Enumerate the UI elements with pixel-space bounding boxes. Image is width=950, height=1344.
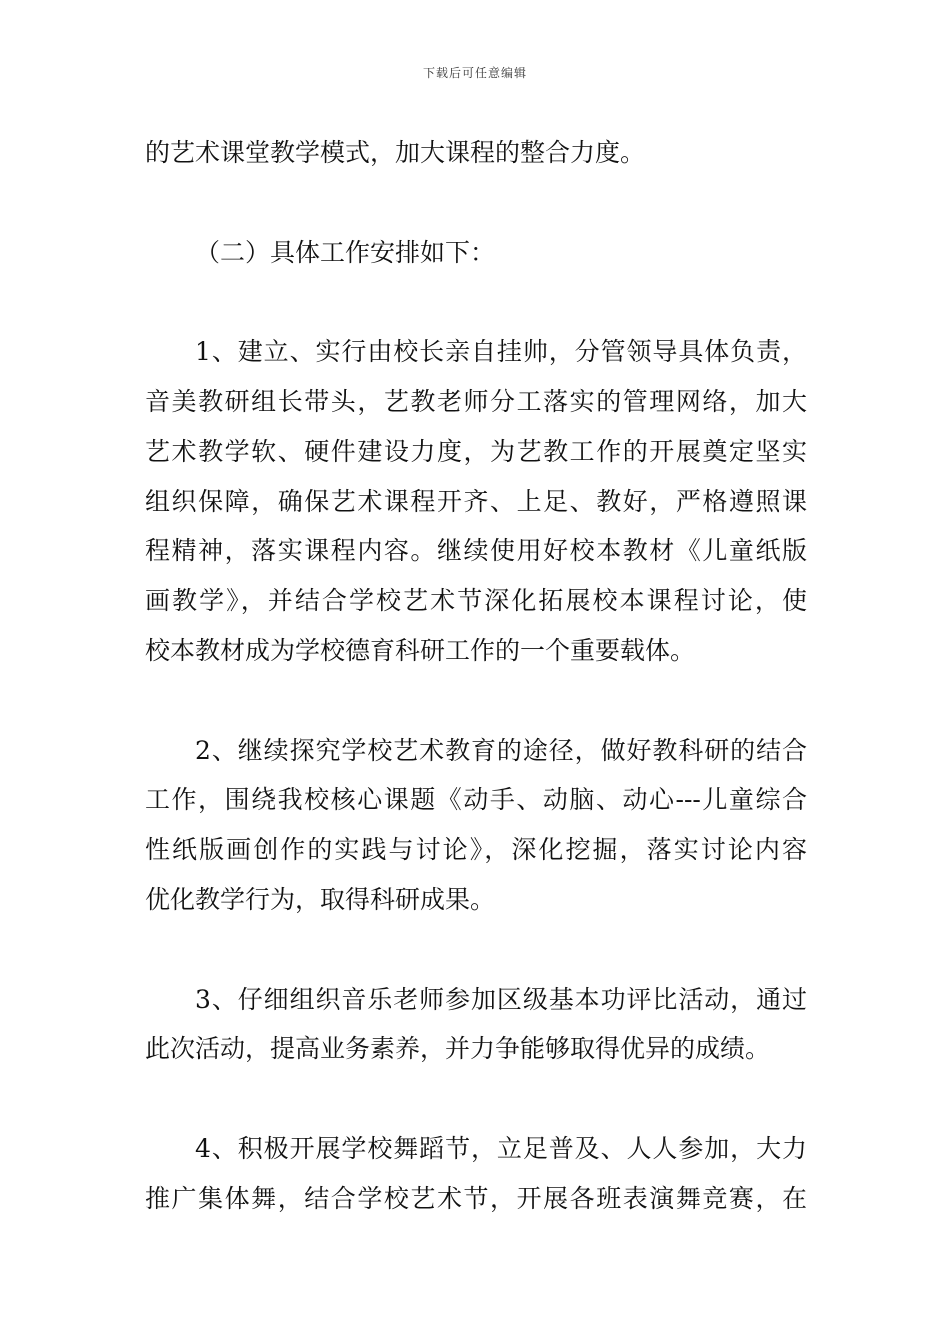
text-line: 性纸版画创作的实践与讨论》，深化挖掘，落实讨论内容: [145, 835, 807, 865]
paragraph-item-1: [145, 327, 807, 676]
text-line: 的艺术课堂教学模式，加大课程的整合力度。: [145, 138, 646, 167]
text-line: 4、积极开展学校舞蹈节，立足普及、人人参加，大力: [195, 1133, 807, 1163]
text-line: 工作，围绕我校核心课题《动手、动脑、动心---儿童综合: [145, 785, 807, 815]
paragraph-spacer: [145, 178, 807, 228]
text-line: （二）具体工作安排如下：: [195, 237, 496, 267]
paragraph-item-4: [145, 1124, 807, 1224]
document-body: [145, 128, 807, 1224]
text-line: 组织保障，确保艺术课程开齐、上足、教好，严格遵照课: [145, 486, 807, 516]
text-line: 此次活动，提高业务素养，并力争能够取得优异的成绩。: [145, 1034, 771, 1064]
text-line: 程精神，落实课程内容。继续使用好校本教材《儿童纸版: [145, 536, 807, 566]
text-line: 3、仔细组织音乐老师参加区级基本功评比活动，通过: [195, 984, 807, 1014]
text-line: 艺术教学软、硬件建设力度，为艺教工作的开展奠定坚实: [145, 436, 807, 466]
text-line: 2、继续探究学校艺术教育的途径，做好教科研的结合: [195, 735, 807, 765]
text-line: 音美教研组长带头，艺教老师分工落实的管理网络，加大: [145, 386, 807, 416]
paragraph-continuation: [145, 128, 807, 178]
paragraph-spacer: [145, 277, 807, 327]
section-heading: [145, 228, 807, 278]
paragraph-item-2: [145, 726, 807, 925]
page-header: 下载后可任意编辑: [422, 66, 527, 80]
paragraph-spacer: [145, 676, 807, 726]
paragraph-item-3: [145, 975, 807, 1075]
text-line: 优化教学行为，取得科研成果。: [145, 884, 496, 914]
text-line: 画教学》，并结合学校艺术节深化拓展校本课程讨论，使: [145, 586, 807, 616]
text-line: 1、建立、实行由校长亲自挂帅，分管领导具体负责，: [195, 337, 807, 367]
text-line: 推广集体舞，结合学校艺术节，开展各班表演舞竞赛，在: [145, 1183, 807, 1213]
text-line: 校本教材成为学校德育科研工作的一个重要载体。: [145, 635, 696, 665]
paragraph-spacer: [145, 925, 807, 975]
paragraph-spacer: [145, 1074, 807, 1124]
